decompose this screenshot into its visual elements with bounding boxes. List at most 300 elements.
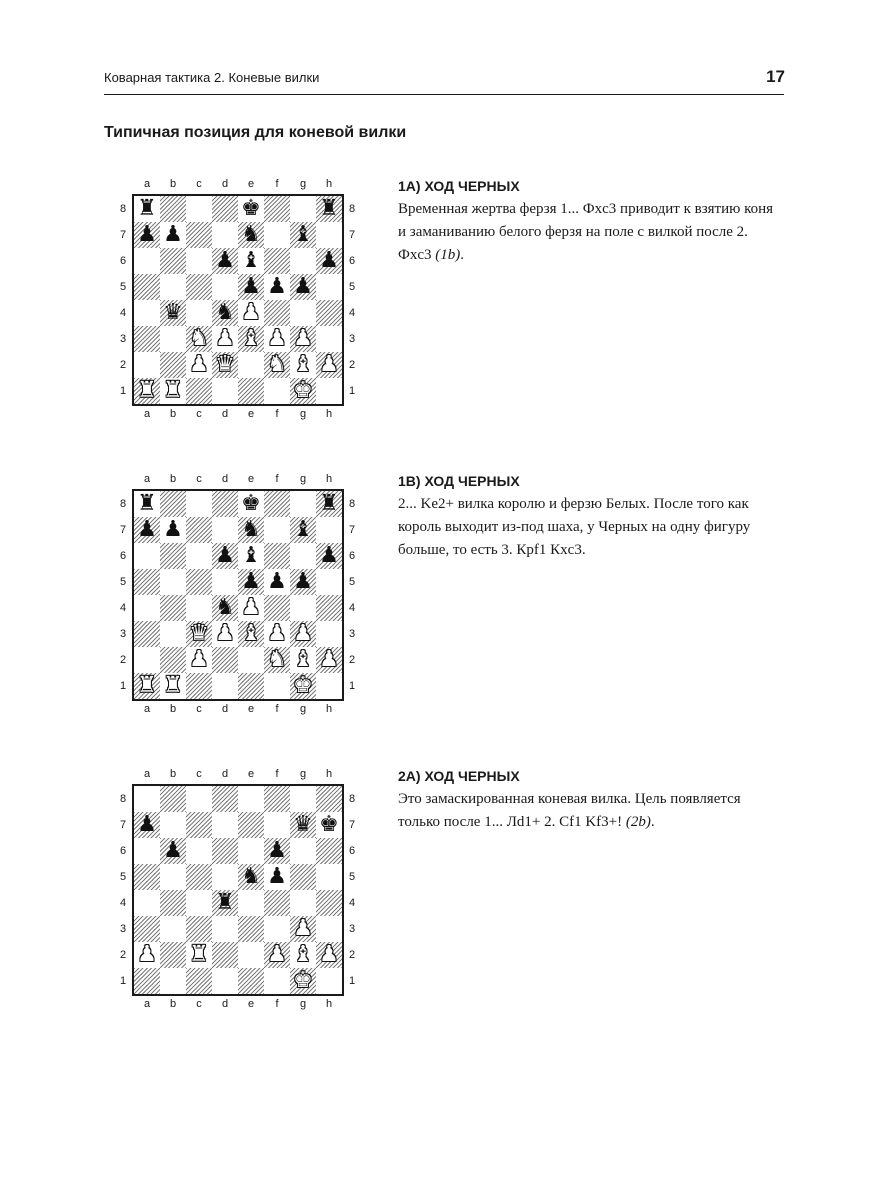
black-knight-icon: ♞ <box>241 222 261 247</box>
square-e2 <box>238 352 264 378</box>
file-label-a: a <box>143 768 151 780</box>
black-bishop-icon: ♝ <box>241 248 261 273</box>
black-knight-icon: ♞ <box>215 595 235 620</box>
file-label-c: c <box>196 998 202 1010</box>
white-rook-icon: ♜ <box>189 942 209 967</box>
square-d3 <box>212 916 238 942</box>
square-c5 <box>186 569 212 595</box>
file-label-b: b <box>169 473 177 485</box>
square-b4 <box>160 890 186 916</box>
rank-label-3: 3 <box>119 923 127 935</box>
black-bishop-icon: ♝ <box>293 517 313 542</box>
rank-label-4: 4 <box>119 897 127 909</box>
rank-label-2: 2 <box>348 359 356 371</box>
move-heading: 1А) ХОД ЧЕРНЫХ <box>398 178 520 194</box>
rank-label-8: 8 <box>119 203 127 215</box>
file-label-h: h <box>325 703 333 715</box>
square-b1 <box>160 968 186 994</box>
white-knight-icon: ♞ <box>189 326 209 351</box>
chess-board <box>132 489 344 701</box>
rank-label-7: 7 <box>348 229 356 241</box>
rank-label-5: 5 <box>348 281 356 293</box>
file-label-g: g <box>299 703 307 715</box>
square-f4 <box>264 595 290 621</box>
rank-label-5: 5 <box>348 576 356 588</box>
file-label-h: h <box>325 408 333 420</box>
rank-label-3: 3 <box>348 628 356 640</box>
file-label-e: e <box>247 703 255 715</box>
square-g8 <box>290 196 316 222</box>
square-f4 <box>264 300 290 326</box>
move-text: Временная жертва ферзя 1... Фxc3 приводит к взятию коня и заманиванию белого ферзя на поле с вилкой после 2. Фxc3 <box>398 201 774 263</box>
white-pawn-icon: ♟ <box>241 300 261 325</box>
square-b3 <box>160 621 186 647</box>
white-pawn-icon: ♟ <box>189 647 209 672</box>
square-e2 <box>238 647 264 673</box>
square-c7 <box>186 222 212 248</box>
file-label-e: e <box>247 408 255 420</box>
rank-label-3: 3 <box>119 333 127 345</box>
file-label-h: h <box>325 178 333 190</box>
square-e1 <box>238 968 264 994</box>
file-label-b: b <box>169 768 177 780</box>
square-a4 <box>134 890 160 916</box>
square-h1 <box>316 673 342 699</box>
square-a5 <box>134 274 160 300</box>
file-label-f: f <box>275 408 279 420</box>
black-bishop-icon: ♝ <box>293 222 313 247</box>
square-d8 <box>212 196 238 222</box>
move-block-1b <box>398 473 783 562</box>
rank-label-1: 1 <box>348 975 356 987</box>
file-label-c: c <box>196 703 202 715</box>
black-rook-icon: ♜ <box>215 890 235 915</box>
white-rook-icon: ♜ <box>137 673 157 698</box>
rank-label-7: 7 <box>119 229 127 241</box>
square-g5 <box>290 864 316 890</box>
black-pawn-icon: ♟ <box>241 569 261 594</box>
black-pawn-icon: ♟ <box>319 248 339 273</box>
rank-label-7: 7 <box>119 524 127 536</box>
white-bishop-icon: ♝ <box>293 352 313 377</box>
black-pawn-icon: ♟ <box>137 812 157 837</box>
square-b3 <box>160 916 186 942</box>
square-a4 <box>134 595 160 621</box>
move-heading: 2А) ХОД ЧЕРНЫХ <box>398 768 520 784</box>
white-rook-icon: ♜ <box>163 378 183 403</box>
square-h8 <box>316 786 342 812</box>
rank-label-4: 4 <box>348 602 356 614</box>
square-h5 <box>316 864 342 890</box>
black-pawn-icon: ♟ <box>241 274 261 299</box>
square-a2 <box>134 647 160 673</box>
square-c7 <box>186 517 212 543</box>
black-king-icon: ♚ <box>241 196 261 221</box>
square-d7 <box>212 222 238 248</box>
square-h3 <box>316 326 342 352</box>
rank-label-5: 5 <box>348 871 356 883</box>
rank-label-8: 8 <box>348 793 356 805</box>
chess-diagram-2a <box>113 767 355 1017</box>
rank-label-2: 2 <box>348 949 356 961</box>
running-header: Коварная тактика 2. Коневые вилки <box>104 70 320 85</box>
square-d2 <box>212 942 238 968</box>
square-a6 <box>134 543 160 569</box>
rank-label-4: 4 <box>348 897 356 909</box>
file-label-c: c <box>196 408 202 420</box>
white-pawn-icon: ♟ <box>137 942 157 967</box>
rank-label-6: 6 <box>119 550 127 562</box>
file-label-d: d <box>221 703 229 715</box>
square-f8 <box>264 786 290 812</box>
file-label-g: g <box>299 998 307 1010</box>
file-label-a: a <box>143 178 151 190</box>
black-pawn-icon: ♟ <box>267 274 287 299</box>
rank-label-4: 4 <box>119 602 127 614</box>
white-pawn-icon: ♟ <box>189 352 209 377</box>
white-pawn-icon: ♟ <box>267 326 287 351</box>
square-d7 <box>212 812 238 838</box>
square-a1 <box>134 968 160 994</box>
square-h5 <box>316 274 342 300</box>
square-b3 <box>160 326 186 352</box>
rank-label-1: 1 <box>119 680 127 692</box>
square-b6 <box>160 543 186 569</box>
square-c6 <box>186 543 212 569</box>
white-pawn-icon: ♟ <box>215 326 235 351</box>
file-label-f: f <box>275 473 279 485</box>
square-e1 <box>238 673 264 699</box>
file-label-g: g <box>299 473 307 485</box>
square-c8 <box>186 196 212 222</box>
chess-diagram-1b <box>113 472 355 722</box>
black-queen-icon: ♛ <box>163 300 183 325</box>
file-label-g: g <box>299 178 307 190</box>
white-pawn-icon: ♟ <box>215 621 235 646</box>
square-c8 <box>186 491 212 517</box>
square-d2 <box>212 647 238 673</box>
square-b8 <box>160 196 186 222</box>
square-a3 <box>134 916 160 942</box>
file-label-c: c <box>196 768 202 780</box>
rank-label-4: 4 <box>119 307 127 319</box>
black-pawn-icon: ♟ <box>319 543 339 568</box>
square-c1 <box>186 378 212 404</box>
white-pawn-icon: ♟ <box>241 595 261 620</box>
file-label-e: e <box>247 473 255 485</box>
square-h7 <box>316 222 342 248</box>
rank-label-3: 3 <box>348 923 356 935</box>
white-bishop-icon: ♝ <box>293 647 313 672</box>
file-label-c: c <box>196 178 202 190</box>
black-pawn-icon: ♟ <box>293 274 313 299</box>
square-b2 <box>160 647 186 673</box>
square-h1 <box>316 968 342 994</box>
square-a8 <box>134 786 160 812</box>
black-rook-icon: ♜ <box>137 491 157 516</box>
move-description <box>398 493 783 562</box>
square-d8 <box>212 491 238 517</box>
square-g4 <box>290 595 316 621</box>
square-g6 <box>290 248 316 274</box>
square-c5 <box>186 274 212 300</box>
chess-board <box>132 194 344 406</box>
square-c1 <box>186 673 212 699</box>
rank-label-8: 8 <box>348 498 356 510</box>
black-pawn-icon: ♟ <box>215 543 235 568</box>
square-g4 <box>290 300 316 326</box>
square-c4 <box>186 595 212 621</box>
square-f1 <box>264 378 290 404</box>
rank-label-4: 4 <box>348 307 356 319</box>
white-bishop-icon: ♝ <box>241 621 261 646</box>
black-rook-icon: ♜ <box>137 196 157 221</box>
rank-label-2: 2 <box>119 654 127 666</box>
black-pawn-icon: ♟ <box>267 569 287 594</box>
square-b6 <box>160 248 186 274</box>
square-a6 <box>134 838 160 864</box>
white-pawn-icon: ♟ <box>267 942 287 967</box>
black-pawn-icon: ♟ <box>293 569 313 594</box>
rank-label-7: 7 <box>348 819 356 831</box>
square-b8 <box>160 786 186 812</box>
file-label-a: a <box>143 998 151 1010</box>
file-label-a: a <box>143 473 151 485</box>
white-queen-icon: ♛ <box>215 352 235 377</box>
move-heading: 1В) ХОД ЧЕРНЫХ <box>398 473 520 489</box>
rank-label-2: 2 <box>348 654 356 666</box>
file-label-b: b <box>169 178 177 190</box>
black-pawn-icon: ♟ <box>163 222 183 247</box>
square-e4 <box>238 890 264 916</box>
square-h6 <box>316 838 342 864</box>
rank-label-6: 6 <box>348 255 356 267</box>
move-text-end: . <box>460 247 465 263</box>
square-f8 <box>264 491 290 517</box>
square-h1 <box>316 378 342 404</box>
square-d6 <box>212 838 238 864</box>
white-queen-icon: ♛ <box>189 621 209 646</box>
rank-label-8: 8 <box>119 498 127 510</box>
move-text: 2... Ke2+ вилка королю и ферзю Белых. После того как король выходит из-под шаха, у Черных на одну фигуру больше, то есть 3. Крf1 Кxc3. <box>398 496 751 558</box>
black-pawn-icon: ♟ <box>137 517 157 542</box>
square-d5 <box>212 864 238 890</box>
square-c8 <box>186 786 212 812</box>
square-h7 <box>316 517 342 543</box>
rank-label-8: 8 <box>119 793 127 805</box>
file-label-h: h <box>325 768 333 780</box>
diagram-ref: (1b) <box>435 247 461 263</box>
black-pawn-icon: ♟ <box>137 222 157 247</box>
white-pawn-icon: ♟ <box>267 621 287 646</box>
white-pawn-icon: ♟ <box>319 942 339 967</box>
move-text: Это замаскированная коневая вилка. Цель появляется только после 1... Лd1+ 2. Cf1 Kf3+! <box>398 791 741 830</box>
file-label-f: f <box>275 998 279 1010</box>
square-a6 <box>134 248 160 274</box>
square-c7 <box>186 812 212 838</box>
rank-label-6: 6 <box>119 845 127 857</box>
square-c4 <box>186 300 212 326</box>
rank-label-6: 6 <box>348 845 356 857</box>
file-label-h: h <box>325 998 333 1010</box>
white-king-icon: ♚ <box>293 673 313 698</box>
square-h5 <box>316 569 342 595</box>
black-bishop-icon: ♝ <box>241 543 261 568</box>
file-label-h: h <box>325 473 333 485</box>
square-h4 <box>316 300 342 326</box>
white-knight-icon: ♞ <box>267 352 287 377</box>
rank-label-7: 7 <box>119 819 127 831</box>
white-rook-icon: ♜ <box>163 673 183 698</box>
file-label-a: a <box>143 703 151 715</box>
black-rook-icon: ♜ <box>319 196 339 221</box>
square-c6 <box>186 248 212 274</box>
square-a5 <box>134 569 160 595</box>
rank-label-8: 8 <box>348 203 356 215</box>
square-f1 <box>264 968 290 994</box>
white-bishop-icon: ♝ <box>293 942 313 967</box>
file-label-d: d <box>221 408 229 420</box>
square-d5 <box>212 274 238 300</box>
square-g8 <box>290 491 316 517</box>
file-label-b: b <box>169 998 177 1010</box>
square-e3 <box>238 916 264 942</box>
square-f8 <box>264 196 290 222</box>
square-f7 <box>264 812 290 838</box>
square-b5 <box>160 274 186 300</box>
square-b5 <box>160 569 186 595</box>
square-a2 <box>134 352 160 378</box>
rank-label-6: 6 <box>119 255 127 267</box>
square-g6 <box>290 838 316 864</box>
rank-label-1: 1 <box>119 975 127 987</box>
rank-label-1: 1 <box>119 385 127 397</box>
square-d5 <box>212 569 238 595</box>
white-pawn-icon: ♟ <box>319 352 339 377</box>
move-description <box>398 198 783 267</box>
black-king-icon: ♚ <box>319 812 339 837</box>
file-label-e: e <box>247 178 255 190</box>
rank-label-6: 6 <box>348 550 356 562</box>
move-description <box>398 788 783 834</box>
square-g4 <box>290 890 316 916</box>
black-knight-icon: ♞ <box>241 864 261 889</box>
file-label-d: d <box>221 178 229 190</box>
white-bishop-icon: ♝ <box>241 326 261 351</box>
square-f7 <box>264 222 290 248</box>
white-pawn-icon: ♟ <box>293 916 313 941</box>
move-text-end: . <box>650 814 655 830</box>
file-label-b: b <box>169 703 177 715</box>
square-f6 <box>264 543 290 569</box>
white-rook-icon: ♜ <box>137 378 157 403</box>
square-e2 <box>238 942 264 968</box>
square-d8 <box>212 786 238 812</box>
black-pawn-icon: ♟ <box>163 517 183 542</box>
square-d1 <box>212 378 238 404</box>
file-label-d: d <box>221 998 229 1010</box>
square-b2 <box>160 942 186 968</box>
square-a3 <box>134 326 160 352</box>
file-label-c: c <box>196 473 202 485</box>
square-h4 <box>316 890 342 916</box>
square-e1 <box>238 378 264 404</box>
section-title: Типичная позиция для коневой вилки <box>104 124 407 141</box>
square-b2 <box>160 352 186 378</box>
square-a3 <box>134 621 160 647</box>
square-g6 <box>290 543 316 569</box>
chess-diagram-1a <box>113 177 355 427</box>
black-knight-icon: ♞ <box>215 300 235 325</box>
square-h3 <box>316 916 342 942</box>
white-king-icon: ♚ <box>293 968 313 993</box>
file-label-d: d <box>221 473 229 485</box>
file-label-d: d <box>221 768 229 780</box>
square-e7 <box>238 812 264 838</box>
black-knight-icon: ♞ <box>241 517 261 542</box>
white-pawn-icon: ♟ <box>293 621 313 646</box>
black-king-icon: ♚ <box>241 491 261 516</box>
black-queen-icon: ♛ <box>293 812 313 837</box>
file-label-g: g <box>299 408 307 420</box>
white-king-icon: ♚ <box>293 378 313 403</box>
move-block-2a <box>398 768 783 834</box>
square-f1 <box>264 673 290 699</box>
file-label-f: f <box>275 768 279 780</box>
rank-label-7: 7 <box>348 524 356 536</box>
square-c1 <box>186 968 212 994</box>
black-pawn-icon: ♟ <box>163 838 183 863</box>
rank-label-1: 1 <box>348 385 356 397</box>
square-c3 <box>186 916 212 942</box>
square-b5 <box>160 864 186 890</box>
move-block-1a <box>398 178 783 267</box>
file-label-f: f <box>275 703 279 715</box>
square-f7 <box>264 517 290 543</box>
white-pawn-icon: ♟ <box>319 647 339 672</box>
rank-label-1: 1 <box>348 680 356 692</box>
rank-label-2: 2 <box>119 949 127 961</box>
square-d7 <box>212 517 238 543</box>
square-f3 <box>264 916 290 942</box>
black-pawn-icon: ♟ <box>215 248 235 273</box>
square-b7 <box>160 812 186 838</box>
black-pawn-icon: ♟ <box>267 838 287 863</box>
file-label-g: g <box>299 768 307 780</box>
file-label-e: e <box>247 768 255 780</box>
square-h3 <box>316 621 342 647</box>
page-number: 17 <box>766 67 785 86</box>
file-label-b: b <box>169 408 177 420</box>
file-label-a: a <box>143 408 151 420</box>
white-pawn-icon: ♟ <box>293 326 313 351</box>
square-h4 <box>316 595 342 621</box>
file-label-e: e <box>247 998 255 1010</box>
white-knight-icon: ♞ <box>267 647 287 672</box>
square-c6 <box>186 838 212 864</box>
black-pawn-icon: ♟ <box>267 864 287 889</box>
diagram-ref: (2b) <box>625 814 651 830</box>
square-f6 <box>264 248 290 274</box>
rank-label-5: 5 <box>119 871 127 883</box>
rank-label-5: 5 <box>119 576 127 588</box>
header-divider <box>104 94 784 95</box>
square-b4 <box>160 595 186 621</box>
square-f4 <box>264 890 290 916</box>
square-d1 <box>212 673 238 699</box>
square-e6 <box>238 838 264 864</box>
rank-label-2: 2 <box>119 359 127 371</box>
